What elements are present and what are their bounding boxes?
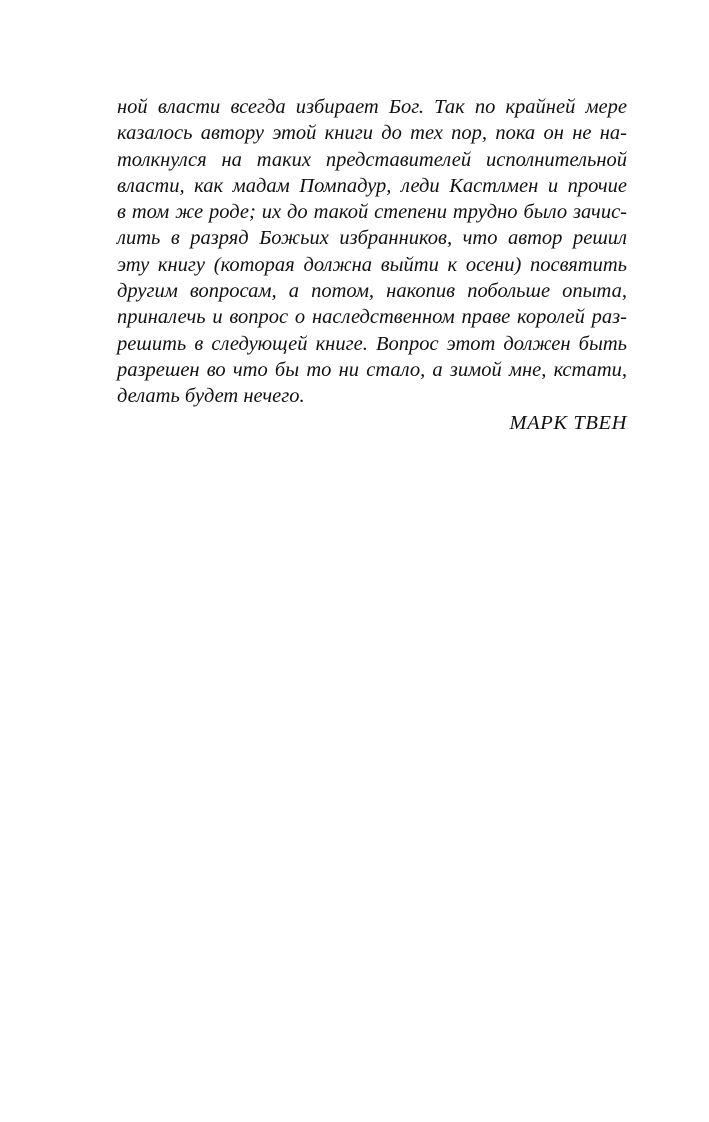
paragraph-line: делать будет нечего. [117, 385, 305, 408]
paragraph-line: толкнулся на таких представителей исполнительной [117, 148, 627, 171]
paragraph-line: приналечь и вопрос о наследственном праве королей раз- [117, 306, 627, 329]
paragraph-line: казалось автору этой книги до тех пор, пока он не на- [117, 122, 627, 145]
paragraph-line: решить в следующей книге. Вопрос этот должен быть [117, 332, 627, 355]
author-signature: МАРК ТВЕН [509, 411, 627, 434]
paragraph-line: власти, как мадам Помпадур, леди Кастлмен и прочие [117, 174, 627, 197]
page-content [117, 94, 627, 436]
paragraph-line: ной власти всегда избирает Бог. Так по крайней мере [117, 96, 627, 118]
paragraph-line: эту книгу (которая должна выйти к осени) посвятить [117, 253, 627, 276]
paragraph [117, 94, 627, 410]
paragraph-line: другим вопросам, а потом, накопив побольше опыта, [117, 280, 627, 303]
paragraph-line: разрешен во что бы то ни стало, а зимой мне, кстати, [117, 358, 627, 381]
paragraph-line: лить в разряд Божьих избранников, что автор решил [117, 227, 627, 250]
paragraph-line: в том же роде; их до такой степени трудно было зачис- [117, 201, 627, 224]
